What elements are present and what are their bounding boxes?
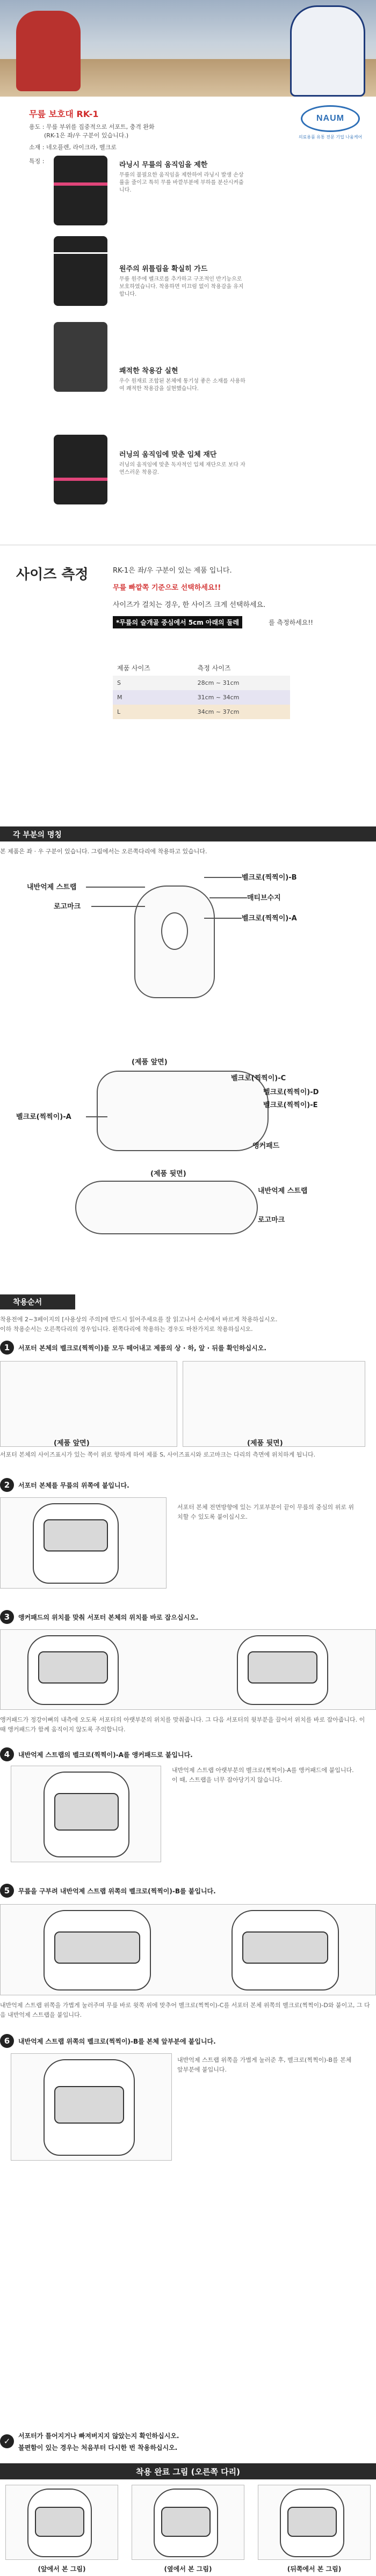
label-velcro-c: 벨크로(찍찍이)-C <box>231 1074 286 1082</box>
final-side <box>132 2485 244 2560</box>
feature-heading: 쾌적한 착용감 실현 <box>119 367 178 375</box>
step-number: 1 <box>0 1341 14 1355</box>
step-number: 6 <box>0 2034 14 2048</box>
size-row <box>113 705 290 719</box>
step-number: 3 <box>0 1610 14 1624</box>
size-row <box>113 690 290 705</box>
step1-caption-front: (제품 앞면) <box>54 1439 90 1447</box>
steps-title: 착용순서 <box>13 1298 42 1307</box>
size-col-measure: 측정 사이즈 <box>197 664 231 672</box>
step-desc: 서포터 본체 전면방향에 있는 기포부분이 끝이 무릎의 중심의 위로 위치할 수 있도록 붙이십시오. <box>177 1504 354 1520</box>
feature-image-1 <box>54 156 107 225</box>
step6-panel <box>11 2053 172 2161</box>
final-back <box>258 2485 371 2560</box>
final-caption: (옆에서 본 그림) <box>164 2565 212 2573</box>
feature-description: 우수 원재료 조합된 본체에 통기성 좋은 소재를 사용하여 쾌적한 착용감을 실현했습니다. <box>119 378 245 392</box>
step5-panel <box>0 1904 376 1995</box>
hero-player-right <box>290 5 365 97</box>
brand-logo <box>298 105 363 143</box>
size-row <box>113 676 290 690</box>
feature-heading: 러닝의 움직임에 맞춘 입체 재단 <box>119 451 217 459</box>
size-line-1: RK-1은 좌/우 구분이 있는 제품 입니다. <box>113 567 232 575</box>
label-mesh: 매티브수지 <box>247 894 281 902</box>
feature-description: 무릎 원주에 벨크로를 추가하고 구조적인 반기능으로 보호하였습니다. 착용하면 미끄럼 없이 착용감을 유지합니다. <box>119 276 244 297</box>
feature-description: 무릎의 불필요한 움직임을 제한하여 라닝시 발생 손상률을 줄이고 특히 무릎 바깥부분에 부하를 분산시켜줍니다. <box>119 172 244 193</box>
parts-note: 본 제품은 좌 · 우 구분이 있습니다. 그림에서는 오른쪽다리에 착용하고 있습니다. <box>0 848 207 855</box>
label-back-logo: 로고마크 <box>258 1216 285 1224</box>
product-use-note: (RK-1은 좌/우 구분이 있습니다.) <box>44 132 129 139</box>
step-desc: 내반억제 스트랩 위쪽을 가볍게 눌러준 후, 벨크로(찍찍이)-B를 본체 앞부분에 붙입니다. <box>177 2057 352 2073</box>
brace-open-front <box>97 1071 269 1151</box>
step-title: 서포터 본체의 벨크로(찍찍이)를 모두 떼어내고 제품의 상 · 하, 앞 · 뒤를 확인하십시오. <box>18 1344 266 1352</box>
label-velcro-d: 벨크로(찍찍이)-D <box>263 1088 319 1096</box>
leader-line <box>91 906 145 907</box>
step2-panel <box>0 1497 167 1589</box>
feature-image-2 <box>54 236 107 306</box>
step-desc: 서포터 본체의 사이즈표시가 있는 쪽이 위로 향하게 하여 제품 S, 사이즈표시와 로고마크는 다리의 측면에 위치하게 됩니다. <box>0 1451 316 1458</box>
step4-panel <box>11 1766 161 1862</box>
size-cell: M <box>113 690 193 705</box>
brace-back <box>75 1181 258 1234</box>
step-number: 2 <box>0 1478 14 1492</box>
logo-tagline: 의료용품 유통 전문 기업 나움케어 <box>298 135 363 140</box>
size-cell: S <box>113 676 193 690</box>
size-cell: L <box>113 705 193 719</box>
measure-cell: 31cm ~ 34cm <box>193 690 290 705</box>
size-title: 사이즈 측정 <box>16 567 89 583</box>
final-caption: (뒤쪽에서 본 그림) <box>287 2565 342 2573</box>
leader-line <box>86 1116 107 1117</box>
leader-line <box>209 897 247 898</box>
size-note-box: *무릎의 슬개골 중심에서 5cm 아래의 둘레 <box>113 616 242 628</box>
product-material: 소재 : 네오플렌, 라이크라, 벨크로 <box>29 144 117 151</box>
measure-cell: 34cm ~ 37cm <box>193 705 290 719</box>
hero-banner <box>0 0 376 97</box>
label-velcro-a2: 벨크로(찍찍이)-A <box>16 1113 71 1121</box>
check-icon: ✓ <box>0 2434 14 2448</box>
step-title: 서포터 본체를 무릎의 위쪽에 붙입니다. <box>18 1482 129 1489</box>
final-front <box>5 2485 118 2560</box>
step-desc: 내반억제 스트랩 아랫부분의 벨크로(찍찍이)-A를 앵커패드에 붙입니다. 이 때, 스트랩을 너무 잡아당기지 않습니다. <box>172 1767 354 1783</box>
product-title: 무릎 보호대 RK-1 <box>29 109 99 119</box>
label-logo: 로고마크 <box>54 903 81 911</box>
leader-line <box>86 887 145 888</box>
step-title: 무릎을 구부려 내반억제 스트랩 위쪽의 벨크로(찍찍이)-B를 붙입니다. <box>18 1887 216 1895</box>
label-back-strap: 내반억제 스트랩 <box>258 1187 308 1195</box>
label-velcro-e: 벨크로(찍찍이)-E <box>263 1101 318 1109</box>
step-title: 내반억제 스트랩의 벨크로(찍찍이)-A를 앵커패드로 붙입니다. <box>18 1751 193 1759</box>
step-desc: 앵커패드가 정강이뼈의 내측에 오도록 서포터의 아랫부분의 위치를 맞춰줍니다. 그 다음 서포터의 윗부분을 끌어서 위치를 바로 잡아줍니다. 이 때 앵커패드가 함께 움직이지 않도록 주의합니다. <box>0 1716 365 1733</box>
label-velcro-a: 벨크로(찍찍이)-A <box>242 914 297 923</box>
step1-panel-back <box>183 1361 365 1447</box>
leader-line <box>204 918 242 919</box>
size-line-2: 무릎 빠깥쪽 기준으로 선택하세요!! <box>113 584 221 592</box>
logo-ring <box>301 105 360 132</box>
step1-caption-back: (제품 뒷면) <box>247 1439 283 1447</box>
feature-heading: 원주의 위틀림을 확실히 가드 <box>119 265 208 273</box>
feature-description: 러닝의 움직임에 맞춘 독자적인 입체 재단으로 보다 자연스러운 착용감. <box>119 462 245 475</box>
size-col-product: 제품 사이즈 <box>117 664 150 672</box>
final-title: 착용 완료 그림 (오른쪽 다리) <box>136 2467 240 2477</box>
feature-image-4 <box>54 435 107 504</box>
hero-player-left <box>16 11 81 91</box>
step-title: 내반억제 스트랩 위쪽의 벨크로(찍찍이)-B를 본체 앞부분에 붙입니다. <box>18 2038 216 2045</box>
size-table <box>113 660 290 719</box>
caption-back: (제품 뒷면) <box>150 1170 186 1178</box>
step-desc: 내반억제 스트랩 위쪽을 가볍게 눌러주며 무릎 바로 윗쪽 위에 맞추어 벨크로(찍찍이)-C를 서포터 본체 위쪽의 벨크로(찍찍이)-D와 붙이고, 그 다음 내반억제 스트랩을 붙입니다. <box>0 2002 370 2018</box>
step-number: 4 <box>0 1747 14 1761</box>
product-use: 용도 : 무릎 부위를 집중적으로 서포트, 충격 완화 <box>29 123 155 130</box>
step-title: 앵커패드의 위치를 맞춰 서포터 본체의 위치를 바로 잡으십시오. <box>18 1614 199 1621</box>
check-line-2: 불편함이 있는 경우는 처음부터 다시한 번 착용하십시오. <box>18 2444 178 2451</box>
steps-intro-1: 착용전에 2~3페이지의 [사용상의 주의]에 반드시 읽어주세요를 잘 읽고나서 순서에서 바르게 착용하십시오. <box>0 1316 278 1323</box>
size-note-tail: 를 측정하세요!! <box>269 619 313 626</box>
feature-heading: 라닝시 무릎의 움직임을 제한 <box>119 161 208 169</box>
measure-cell: 28cm ~ 31cm <box>193 676 290 690</box>
label-velcro-b: 벨크로(찍찍이)-B <box>242 874 297 882</box>
steps-intro-2: 이하 착용순서는 오른쪽다리의 경우입니다. 왼쪽다리에 착용하는 경우도 마찬가지로 착용하십시오. <box>0 1326 253 1333</box>
size-line-3: 사이즈가 걸치는 경우, 한 사이즈 크게 선택하세요. <box>113 601 266 609</box>
caption-open-front: (제품 앞면) <box>132 1058 168 1066</box>
step1-panel-front <box>0 1361 177 1447</box>
label-anchor-pad: 앵커패드 <box>252 1142 280 1150</box>
check-line-1: 서포터가 틀어지거나 빠져버지지 않았는지 확인하십시오. <box>18 2432 179 2440</box>
step-number: 5 <box>0 1884 14 1898</box>
logo-brand: NAUM <box>316 114 344 123</box>
product-feature-label: 특징 : <box>29 158 45 165</box>
step3-panel <box>0 1629 376 1710</box>
label-strap: 내반억제 스트랩 <box>27 883 77 891</box>
final-caption: (앞에서 본 그림) <box>38 2565 86 2573</box>
feature-image-3 <box>54 322 107 392</box>
parts-title: 각 부분의 명칭 <box>13 831 62 839</box>
size-table-header <box>113 660 290 676</box>
leader-line <box>204 877 242 878</box>
brace-front-hole <box>161 912 188 950</box>
